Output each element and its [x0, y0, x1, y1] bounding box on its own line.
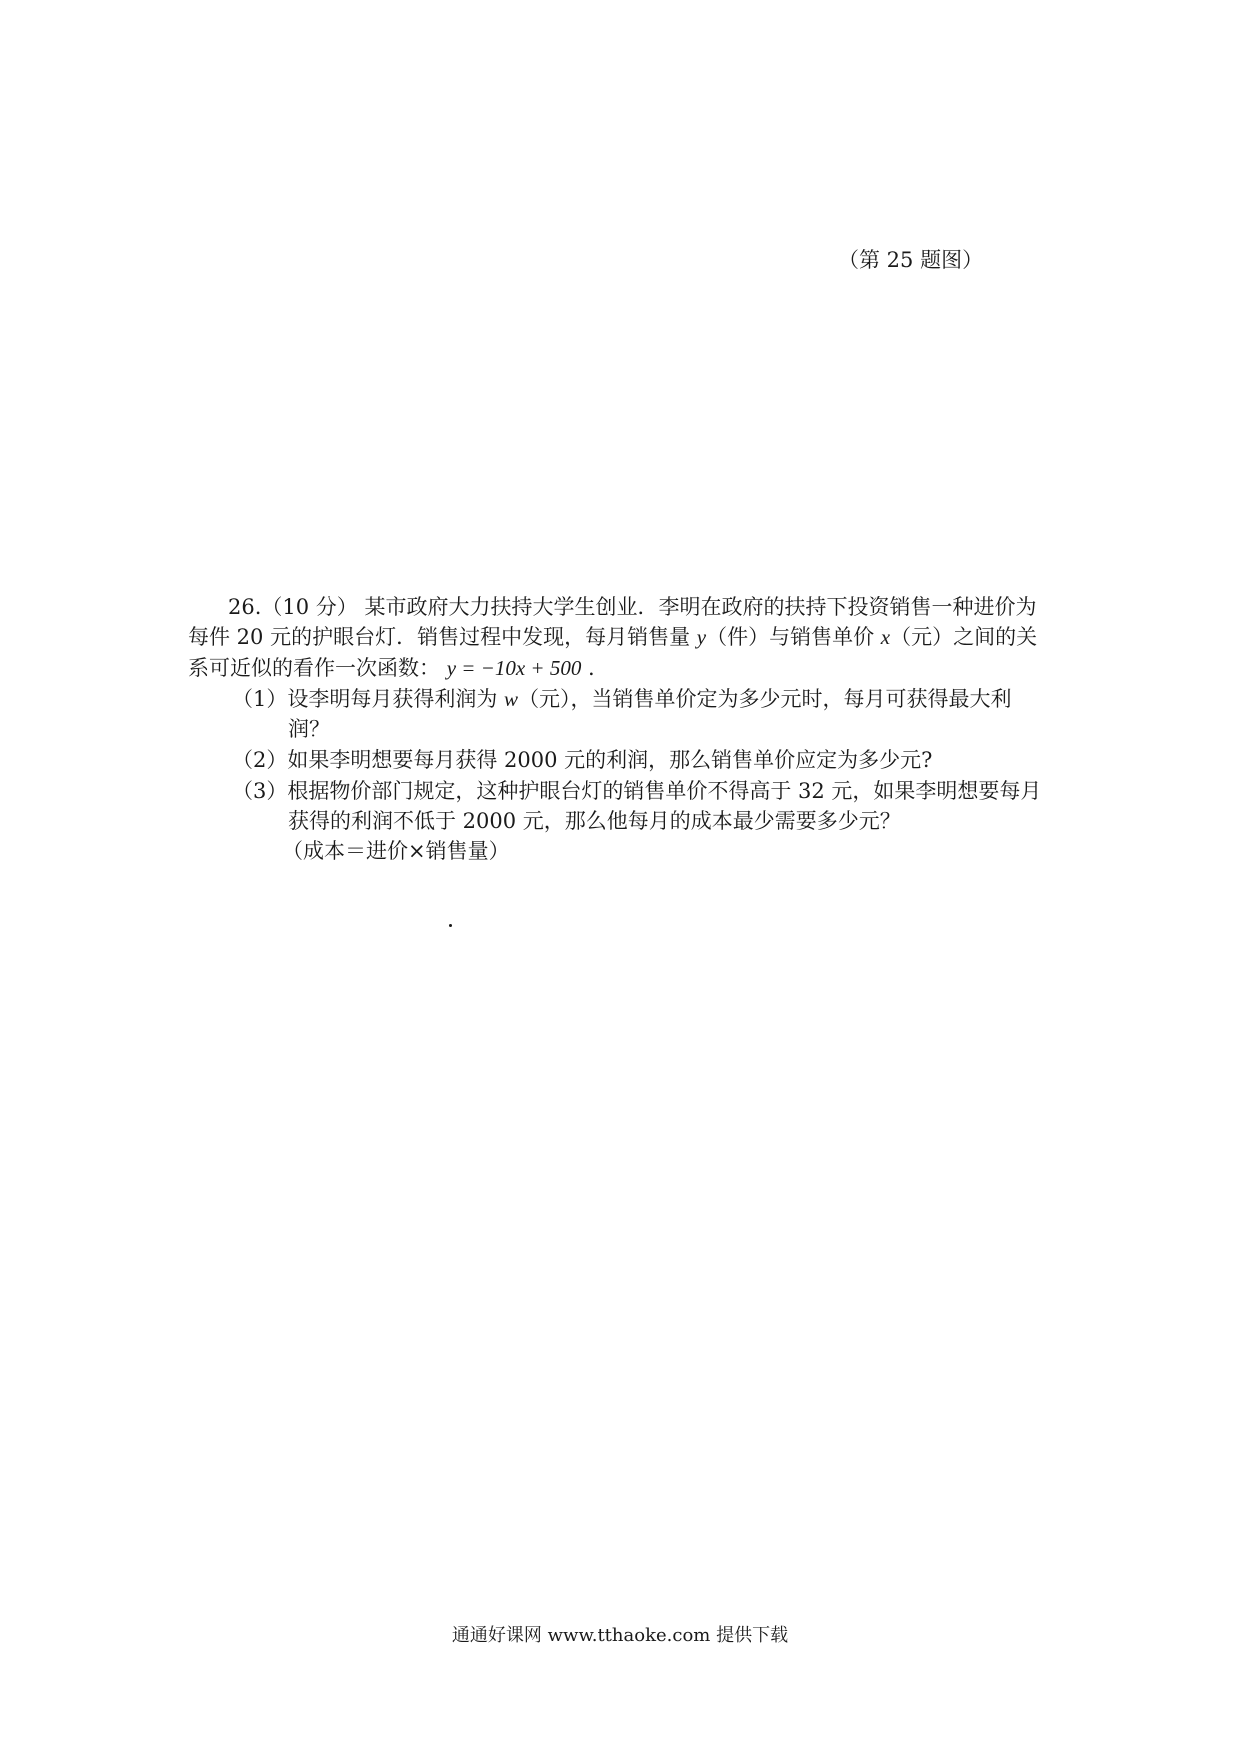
question-1-continuation: 润？	[288, 717, 330, 741]
figure-caption: （第 25 题图）	[838, 248, 984, 272]
problem-line-2-text-c: （元）之间的关	[890, 625, 1038, 649]
stray-dot	[449, 924, 452, 927]
question-3-note: （成本＝进价×销售量）	[282, 839, 510, 863]
problem-line-2-text-a: 每件 20 元的护眼台灯．销售过程中发现，每月销售量	[188, 625, 697, 649]
question-2: （2）如果李明想要每月获得 2000 元的利润，那么销售单价应定为多少元?	[232, 748, 933, 772]
question-1-text-a: （1）设李明每月获得利润为	[232, 687, 505, 711]
question-1-text-b: （元），当销售单价定为多少元时，每月可获得最大利	[518, 687, 1012, 711]
question-1	[232, 685, 1012, 713]
problem-line-1: 26.（10 分） 某市政府大力扶持大学生创业．李明在政府的扶持下投资销售一种进价为	[228, 595, 1037, 619]
linear-function-formula: y = −10x + 500	[446, 656, 582, 680]
question-3: （3）根据物价部门规定，这种护眼台灯的销售单价不得高于 32 元，如果李明想要每月	[232, 779, 1042, 803]
variable-x: x	[880, 625, 891, 649]
question-3-continuation: 获得的利润不低于 2000 元，那么他每月的成本最少需要多少元？	[288, 809, 901, 833]
problem-line-3	[188, 654, 595, 682]
problem-line-2	[188, 623, 1037, 651]
variable-w: w	[504, 687, 519, 711]
page-footer: 通通好课网 www.tthaoke.com 提供下载	[451, 1625, 789, 1646]
variable-y: y	[696, 625, 707, 649]
problem-line-3-text-a: 系可近似的看作一次函数：	[188, 656, 447, 680]
problem-line-3-text-b: .	[581, 656, 595, 680]
problem-line-2-text-b: （件）与销售单价	[706, 625, 881, 649]
